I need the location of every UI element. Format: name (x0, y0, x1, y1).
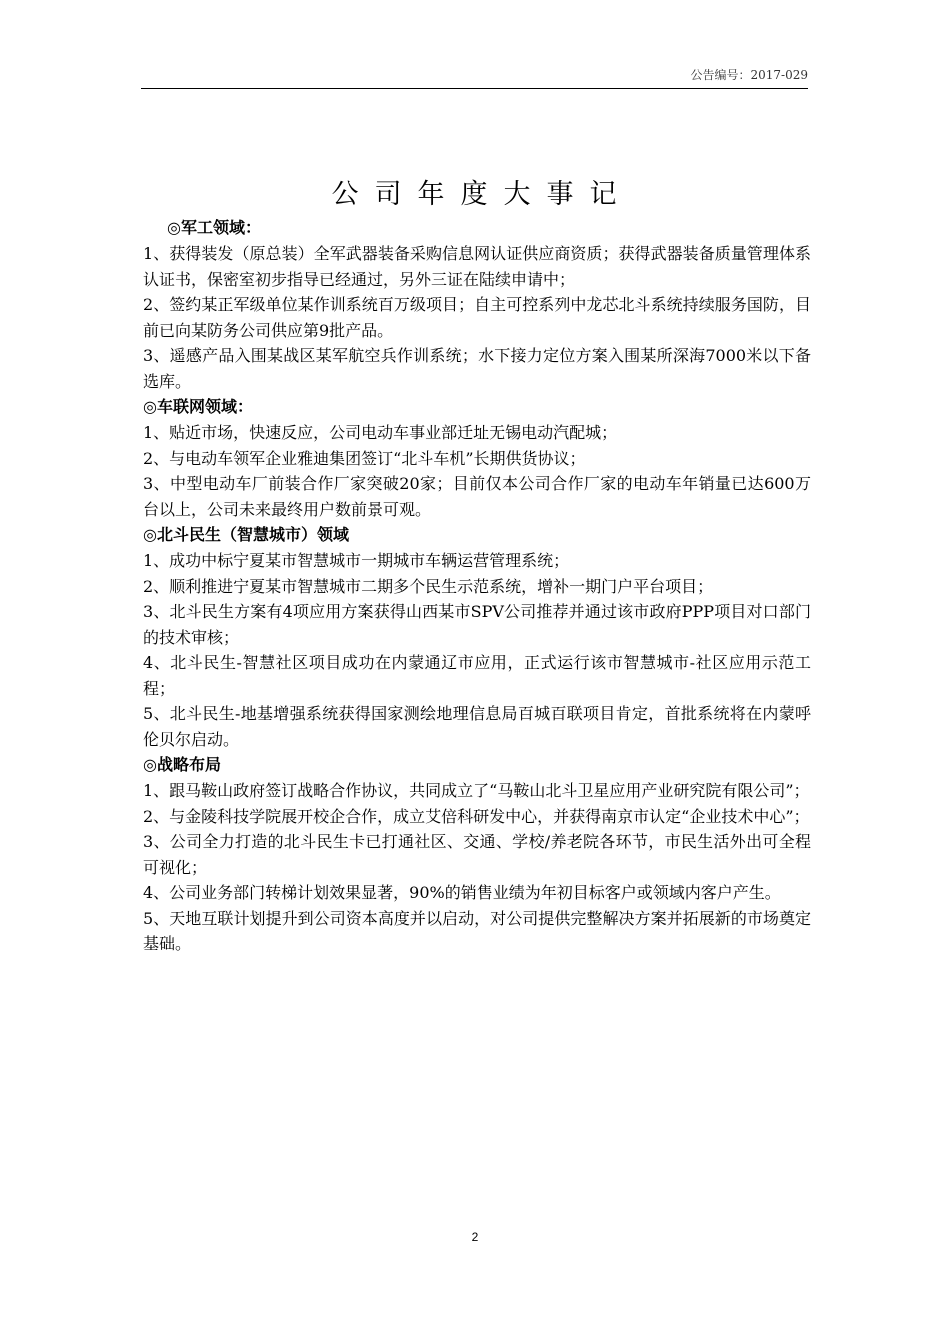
document-body (143, 215, 811, 957)
list-item: 2、与金陵科技学院展开校企合作，成立艾倍科研发中心，并获得南京市认定“企业技术中心”； (143, 806, 810, 826)
list-item: 2、与电动车领军企业雅迪集团签订“北斗车机”长期供货协议； (143, 448, 586, 468)
list-item: 5、天地互联计划提升到公司资本高度并以启动，对公司提供完整解决方案并拓展新的市场奠定基础。 (143, 908, 811, 953)
section-heading: ◎军工领域： (167, 218, 261, 237)
list-item: 3、遥感产品入围某战区某军航空兵作训系统；水下接力定位方案入围某所深海7000米以下备选库。 (143, 346, 811, 391)
list-item: 2、顺利推进宁夏某市智慧城市二期多个民生示范系统，增补一期门户平台项目； (143, 576, 714, 596)
section-heading: ◎北斗民生（智慧城市）领域 (143, 525, 349, 544)
section-strategy (143, 752, 811, 957)
page-number: 2 (471, 1230, 479, 1244)
section-smart-city (143, 522, 811, 752)
list-item: 5、北斗民生-地基增强系统获得国家测绘地理信息局百城百联项目肯定，首批系统将在内蒙呼伦贝尔启动。 (143, 704, 811, 749)
section-heading: ◎战略布局 (143, 755, 221, 774)
list-item: 1、成功中标宁夏某市智慧城市一期城市车辆运营管理系统； (143, 551, 570, 570)
list-item: 4、公司业务部门转梯计划效果显著，90%的销售业绩为年初目标客户或领域内客户产生。 (143, 883, 781, 902)
page-title: 公司年度大事记 (331, 179, 633, 210)
list-item: 3、北斗民生方案有4项应用方案获得山西某市SPV公司推荐并通过该市政府PPP项目对口部门的技术审核； (143, 602, 811, 647)
section-military (143, 215, 811, 394)
list-item: 1、跟马鞍山政府签订战略合作协议，共同成立了“马鞍山北斗卫星应用产业研究院有限公司”； (143, 781, 810, 800)
list-item: 3、公司全力打造的北斗民生卡已打通社区、交通、学校/养老院各环节，市民生活外出可全程可视化； (143, 832, 811, 877)
announcement-code: 公告编号：2017-029 (690, 68, 808, 82)
list-item: 1、贴近市场，快速反应，公司电动车事业部迁址无锡电动汽配城； (143, 423, 618, 442)
list-item: 4、北斗民生-智慧社区项目成功在内蒙通辽市应用，正式运行该市智慧城市-社区应用示范工程； (143, 653, 811, 698)
section-iov (143, 394, 811, 522)
list-item: 1、获得装发（原总装）全军武器装备采购信息网认证供应商资质；获得武器装备质量管理体系认证书，保密室初步指导已经通过，另外三证在陆续申请中； (143, 244, 811, 289)
list-item: 2、签约某正军级单位某作训系统百万级项目；自主可控系列中龙芯北斗系统持续服务国防，目前已向某防务公司供应第9批产品。 (143, 295, 811, 340)
section-heading: ◎车联网领域： (143, 397, 253, 416)
header-divider (141, 88, 808, 89)
list-item: 3、中型电动车厂前装合作厂家突破20家；目前仅本公司合作厂家的电动车年销量已达600万台以上，公司未来最终用户数前景可观。 (143, 474, 811, 519)
